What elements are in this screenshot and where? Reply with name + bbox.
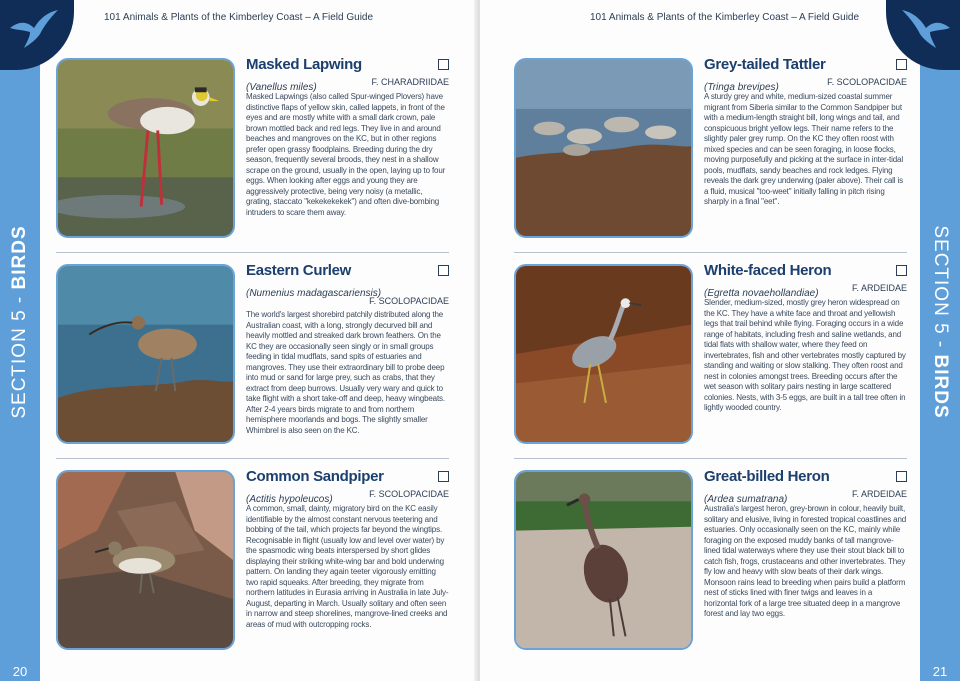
species-entry (56, 56, 449, 246)
section-label: SECTION 5 - BIRDS (9, 225, 30, 419)
species-description: A common, small, dainty, migratory bird on the KC easily identifiable by the almost constant nervous teetering and bobbing of the tail, which projects far beyond the wingtips. Recognisable in flight (usually low and level over water) by the spasmodic wing beats interspersed by short glides displaying their striking white-wing bar and bold underwing pattern. On landing they again teeter vigorously emitting two rapid squeaks. After breeding, they migrate from northern latitudes in Eurasia arriving in Australia in late July-August, departing in March. Usually solitary and often seen in narrow and steep shorelines, mangrove-lined creeks and areas of mud with outcropping rocks. (246, 504, 449, 629)
divider (56, 458, 449, 459)
species-name: Eastern Curlew (246, 262, 352, 279)
species-description: Slender, medium-sized, mostly grey heron widespread on the KC. They have a white face and throat and yellowish legs that trail behind while flying. Foraging occurs in a wide range of habitats, including fresh and saline wetlands, and tidal flats with shallow water, where they feed on invertebrates, fish and other vertebrates mostly captured by standing and waiting or slow stalking. They often roost and nest in colonies amongst trees. Breeding occurs after the wet season with solitary pairs nesting in large scattered colonies. Nests, with 3-5 eggs, are built in a tall tree often in lightly wooded country. (704, 298, 906, 412)
running-head: 101 Animals & Plants of the Kimberley Coast – A Field Guide (590, 12, 860, 23)
species-entry (514, 468, 907, 658)
page-number: 20 (12, 664, 28, 679)
species-text (704, 56, 907, 208)
divider (514, 252, 907, 253)
species-name: Great-billed Heron (704, 468, 830, 485)
right-page (480, 0, 960, 681)
tick-box[interactable] (438, 471, 449, 482)
species-description: A sturdy grey and white, medium-sized coastal summer migrant from Siberia similar to the Common Sandpiper but with a medium-length straight bill, long wings and tail, and conspicuous bright yellow legs. Their name refers to the slightly paler grey rump. On the KC they often roost with mixed species and can be seen foraging, in loose flocks, moving purposefully and picking at the surface in inter-tidal pools, mudflats, sandy beaches and rock ledges. Flying reveals the dark grey underwing (paler above). Their call is a fluid, musical "too-weet" initially falling in pitch rising sharply in a final "eet". (704, 92, 903, 206)
species-entry (514, 262, 907, 452)
family-name: F. SCOLOPACIDAE (369, 489, 449, 499)
species-photo (56, 470, 235, 650)
species-name: Common Sandpiper (246, 468, 384, 485)
tick-box[interactable] (438, 265, 449, 276)
page-number: 21 (932, 664, 948, 679)
species-description: Masked Lapwings (also called Spur-winged Plovers) have distinctive flaps of yellow skin, called lappets, in front of the eyes and are mostly white with a small dark crown, pale brown mottled back and red legs. They live in and around beaches and mangroves on the KC, but in other regions prefer open grassy floodplains. Breeding during the dry season, frequently several broods, they nest in a shallow scrape on the ground, usually in the open, laying up to four eggs. When looking after eggs and young they are aggressively protective, being very noisy (a metallic, grating, staccato "kekekekekek") and often dive-bombing intruders to scare them away. (246, 92, 446, 217)
species-name: Grey-tailed Tattler (704, 56, 826, 73)
running-head: 101 Animals & Plants of the Kimberley Coast – A Field Guide (104, 12, 374, 23)
tick-box[interactable] (896, 471, 907, 482)
family-name: F. SCOLOPACIDAE (369, 296, 449, 306)
family-name: F. SCOLOPACIDAE (827, 77, 907, 87)
species-entry (56, 262, 449, 452)
seabird-logo-icon (6, 8, 60, 52)
section-label: SECTION 5 - BIRDS (930, 225, 951, 419)
species-photo (514, 470, 693, 650)
species-text (704, 468, 907, 620)
species-photo (56, 264, 235, 444)
species-text (246, 56, 449, 218)
seabird-logo-icon (900, 8, 954, 52)
species-photo (514, 264, 693, 444)
species-photo (514, 58, 693, 238)
species-photo (56, 58, 235, 238)
species-name: Masked Lapwing (246, 56, 362, 73)
scientific-name: (Egretta novaehollandiae) (704, 288, 819, 299)
species-description: The world's largest shorebird patchily distributed along the Australian coast, with a long, strongly decurved bill and heavily mottled and streaked dark brown feathers. On the KC they are occasionally seen singly or in small groups feeding in tidal mudflats, sand spits of estuaries and mangroves. They use their extraordinary bill to probe deep into mud or sand for large prey, such as crabs, that they extract from deep burrows. Usually very wary and quick to take flight with a short take-off and deep, heavy wingbeats. After 2-4 years birds migrate to and from northern hemisphere moorlands and bogs. The slightly smaller Whimbrel is also seen on the KC. (246, 310, 445, 435)
scientific-name: (Actitis hypoleucos) (246, 494, 333, 505)
species-entry (56, 468, 449, 658)
tick-box[interactable] (896, 59, 907, 70)
species-text (246, 262, 449, 436)
species-entry (514, 56, 907, 246)
tick-box[interactable] (438, 59, 449, 70)
species-description: Australia's largest heron, grey-brown in colour, heavily built, solitary and elusive, living in forested tropical coastlines and estuaries. Only occasionally seen on the KC, mainly while foraging on the exposed muddy banks of tall mangrove-lined tidal waterways where they use their stout black bill to catch fish, frogs, crustaceans and other invertebrates. They fly low and heavy with slow beats of their dark wings. Monsoon rains lead to breeding when pairs build a platform nest of sticks lined with finer twigs and leaves in a horizontal fork of a large tree situated deep in a mangrove forest and lay two eggs. (704, 504, 907, 618)
species-name: White-faced Heron (704, 262, 832, 279)
scientific-name: (Vanellus miles) (246, 82, 317, 93)
scientific-name: (Ardea sumatrana) (704, 494, 788, 505)
family-name: F. CHARADRIIDAE (371, 77, 449, 87)
divider (514, 458, 907, 459)
species-text (704, 262, 907, 414)
divider (56, 252, 449, 253)
species-text (246, 468, 449, 630)
family-name: F. ARDEIDAE (851, 489, 907, 499)
family-name: F. ARDEIDAE (851, 283, 907, 293)
tick-box[interactable] (896, 265, 907, 276)
scientific-name: (Numenius madagascariensis) (246, 288, 382, 299)
scientific-name: (Tringa brevipes) (704, 82, 779, 93)
